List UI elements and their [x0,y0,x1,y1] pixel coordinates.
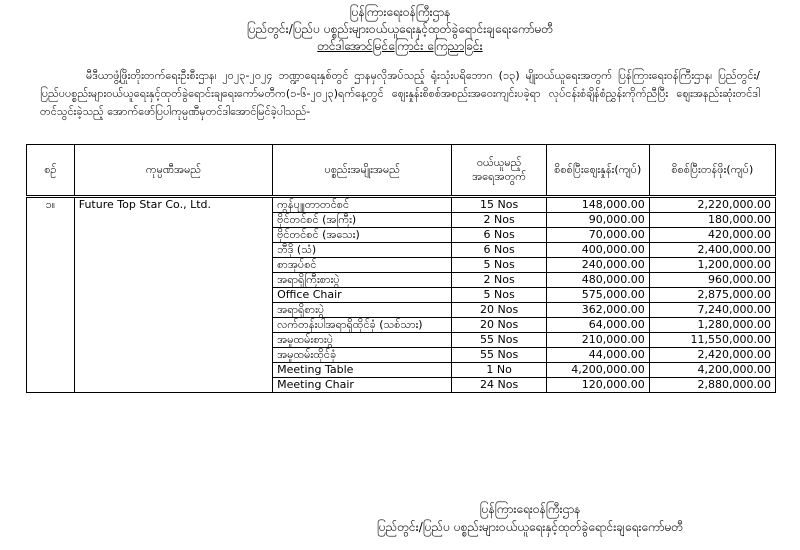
item-qty: 2 Nos [452,273,546,288]
item-unit-price: 64,000.00 [546,318,649,333]
item-total: 2,420,000.00 [649,348,775,363]
footer-ministry: ပြန်ကြားရေးဝန်ကြီးဌာန [479,502,581,516]
company-name: Future Top Star Co., Ltd. [74,197,272,393]
item-unit-price: 362,000.00 [546,303,649,318]
item-total: 180,000.00 [649,213,775,228]
item-qty: 15 Nos [452,197,546,213]
item-unit-price: 575,000.00 [546,288,649,303]
item-name: ဘီဒို (သံ) [273,243,452,258]
item-unit-price: 70,000.00 [546,228,649,243]
item-qty: 55 Nos [452,333,546,348]
item-total: 7,240,000.00 [649,303,775,318]
item-unit-price: 4,200,000.00 [546,363,649,378]
footer-committee: ပြည်တွင်း/ပြည်ပ ပစ္စည်းများဝယ်ယူရေးနှင့်ထုတ်ခွဲရောင်းချရေးကော်မတီ [376,520,684,534]
item-total: 960,000.00 [649,273,775,288]
ministry-name: ပြန်ကြားရေးဝန်ကြီးဌာန [349,5,451,19]
item-name: ကွန်ပျူတာတင်စင် [273,197,452,213]
announcement-header [0,4,800,55]
item-name: လက်တန်းပါအရာရှိထိုင်ခုံ (သစ်သား) [273,318,452,333]
header-qty: ဝယ်ယူမည့်အရေအတွက် [452,145,546,197]
item-name: အမှုထမ်းစားပွဲ [273,333,452,348]
item-total: 2,880,000.00 [649,378,775,393]
paragraph-text: မီဒီယာဖွံ့ဖြိုးတိုးတက်ရေးဦးစီးဌာန၊ ၂၀၂၃-၂၀၂၄ ဘဏ္ဍာရေးနှစ်တွင် ဌာနမှလိုအပ်သည့် ရုံးသုံးပရိဘောဂ (၁၃) မျိုးဝယ်ယူရေးအတွက် ပြန်ကြားရေးဝန်ကြီးဌာန၊ ပြည်တွင်း/ပြည်ပပစ္စည်းများဝယ်ယူရေးနှင့်ထုတ်ခွဲရောင်းချရေးကော်မတီက(၁-၆-၂၀၂၃)ရက်နေ့တွင် ဈေးနှုန်းစိစစ်အစည်းအဝေးကျင်းပခဲ့ရာ လုပ်ငန်းစံချိန်စံညွှန်းကိုက်ညီပြီး ဈေးအနည်းဆုံးတင်ဒါတင်သွင်းခဲ့သည့် အောက်ဖော်ပြပါကုမ္ပဏီမှတင်ဒါအောင်မြင်ခဲ့ပါသည်- [40,69,760,118]
item-qty: 24 Nos [452,378,546,393]
item-unit-price: 480,000.00 [546,273,649,288]
item-name: Office Chair [273,288,452,303]
item-name: Meeting Table [273,363,452,378]
tender-award-table [26,144,776,393]
row-number: ၁။ [27,197,75,393]
item-name: အရာရှိစားပွဲ [273,303,452,318]
item-qty: 2 Nos [452,213,546,228]
item-qty: 20 Nos [452,303,546,318]
item-qty: 20 Nos [452,318,546,333]
item-name: စာအုပ်စင် [273,258,452,273]
item-total: 2,875,000.00 [649,288,775,303]
item-unit-price: 148,000.00 [546,197,649,213]
announcement-footer [300,500,760,536]
item-name: အမှုထမ်းထိုင်ခုံ [273,348,452,363]
announcement-title: တင်ဒါအောင်မြင်ကြောင်း ကြေညာခြင်း [317,39,483,53]
item-name: ဗိုင်တင်စင် (အကြီး) [273,213,452,228]
header-no: စဉ် [27,145,75,197]
item-unit-price: 44,000.00 [546,348,649,363]
item-unit-price: 90,000.00 [546,213,649,228]
announcement-paragraph [40,67,760,121]
item-total: 2,400,000.00 [649,243,775,258]
item-name: Meeting Chair [273,378,452,393]
item-unit-price: 120,000.00 [546,378,649,393]
item-total: 1,200,000.00 [649,258,775,273]
item-total: 4,200,000.00 [649,363,775,378]
header-item: ပစ္စည်းအမျိုးအမည် [273,145,452,197]
item-qty: 5 Nos [452,258,546,273]
committee-name: ပြည်တွင်း/ပြည်ပ ပစ္စည်းများဝယ်ယူရေးနှင့်ထုတ်ခွဲရောင်းချရေးကော်မတီ [246,22,554,36]
header-company: ကုမ္ပဏီအမည် [74,145,272,197]
item-unit-price: 400,000.00 [546,243,649,258]
item-total: 1,280,000.00 [649,318,775,333]
item-name: အရာရှိကြီးစားပွဲ [273,273,452,288]
header-unit-price: စိစစ်ပြီးဈေးနှုန်း(ကျပ်) [546,145,649,197]
table-header-row [27,145,776,197]
item-total: 11,550,000.00 [649,333,775,348]
item-name: ဗိုင်တင်စင် (အသေး) [273,228,452,243]
item-qty: 55 Nos [452,348,546,363]
header-total: စိစစ်ပြီးတန်ဖိုး(ကျပ်) [649,145,775,197]
item-qty: 6 Nos [452,243,546,258]
item-total: 420,000.00 [649,228,775,243]
table-body [27,197,776,393]
item-total: 2,220,000.00 [649,197,775,213]
item-unit-price: 210,000.00 [546,333,649,348]
item-qty: 5 Nos [452,288,546,303]
item-qty: 6 Nos [452,228,546,243]
item-unit-price: 240,000.00 [546,258,649,273]
item-qty: 1 No [452,363,546,378]
table-row [27,197,776,213]
